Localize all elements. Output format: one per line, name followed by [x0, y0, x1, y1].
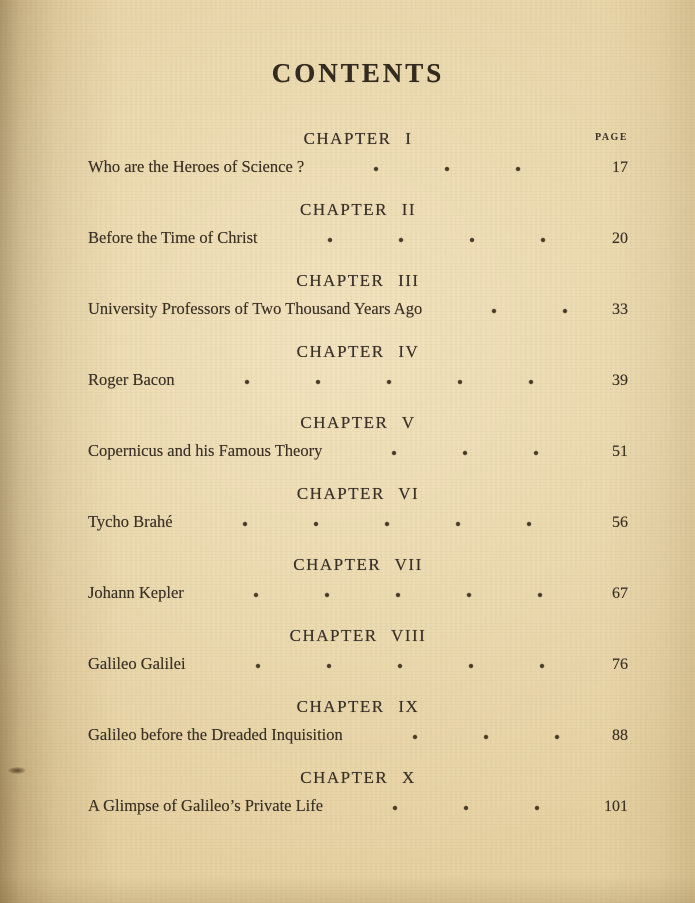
- page-number: 39: [612, 372, 628, 389]
- chapter-heading: CHAPTER IX: [296, 697, 420, 716]
- chapter-heading: CHAPTER III: [296, 271, 420, 290]
- page-number: 76: [612, 656, 628, 673]
- chapter-heading: CHAPTER I: [303, 129, 413, 148]
- chapter-group: [88, 555, 628, 604]
- heading-row: [88, 342, 628, 362]
- dot-leader: [352, 441, 580, 461]
- chapter-group: [88, 200, 628, 249]
- heading-row: [88, 271, 628, 291]
- toc-entry: [88, 228, 628, 249]
- scan-smudge: [8, 767, 26, 774]
- toc-entry: [88, 299, 628, 320]
- chapter-title: Copernicus and his Famous Theory: [88, 441, 323, 460]
- toc-entry: [88, 796, 628, 817]
- toc-entry: [88, 654, 628, 675]
- toc-entry: [88, 157, 628, 178]
- chapter-heading: CHAPTER VI: [296, 484, 420, 503]
- chapter-group: [88, 129, 628, 178]
- toc-entry: [88, 370, 628, 391]
- chapter-title: University Professors of Two Thousand Years Ago: [88, 299, 423, 318]
- chapter-title: Galileo before the Dreaded Inquisition: [88, 725, 343, 744]
- page-number: 51: [612, 443, 628, 460]
- heading-row: [88, 555, 628, 575]
- chapter-group: [88, 484, 628, 533]
- page-title: CONTENTS: [271, 58, 445, 88]
- heading-row: [88, 413, 628, 433]
- heading-row: [88, 200, 628, 220]
- chapter-heading: CHAPTER V: [300, 413, 416, 432]
- dot-leader: [205, 370, 580, 390]
- dot-leader: [214, 583, 580, 603]
- chapter-group: [88, 342, 628, 391]
- heading-row: [88, 626, 628, 646]
- chapter-title: A Glimpse of Galileo’s Private Life: [88, 796, 324, 815]
- heading-row: [88, 697, 628, 717]
- heading-row: [88, 129, 628, 149]
- dot-leader: [203, 512, 580, 532]
- chapter-group: [88, 413, 628, 462]
- chapter-group: [88, 626, 628, 675]
- chapter-heading: CHAPTER VIII: [289, 626, 427, 645]
- dot-leader: [353, 796, 580, 816]
- chapter-title: Roger Bacon: [88, 370, 175, 389]
- page-number: 17: [612, 159, 628, 176]
- dot-leader: [288, 228, 580, 248]
- dot-leader: [334, 157, 580, 177]
- page-number: 20: [612, 230, 628, 247]
- chapter-heading: CHAPTER VII: [293, 555, 423, 574]
- table-of-contents: [88, 129, 628, 817]
- chapter-heading: CHAPTER IV: [296, 342, 420, 361]
- chapter-title: Who are the Heroes of Science ?: [88, 157, 305, 176]
- page-column-label: PAGE: [594, 132, 628, 143]
- dot-leader: [373, 725, 580, 745]
- chapter-group: [88, 271, 628, 320]
- page-number: 56: [612, 514, 628, 531]
- chapter-heading: CHAPTER X: [300, 768, 416, 787]
- chapter-heading: CHAPTER II: [299, 200, 417, 219]
- chapter-title: Galileo Galilei: [88, 654, 186, 673]
- page-number: 88: [612, 727, 628, 744]
- toc-entry: [88, 583, 628, 604]
- dot-leader: [452, 299, 580, 319]
- toc-entry: [88, 512, 628, 533]
- heading-row: [88, 484, 628, 504]
- chapter-title: Tycho Brahé: [88, 512, 173, 531]
- dot-leader: [216, 654, 580, 674]
- toc-entry: [88, 441, 628, 462]
- heading-row: [88, 768, 628, 788]
- chapter-title: Before the Time of Christ: [88, 228, 258, 247]
- chapter-group: [88, 768, 628, 817]
- page-number: 101: [604, 798, 628, 815]
- chapter-group: [88, 697, 628, 746]
- chapter-title: Johann Kepler: [88, 583, 184, 602]
- toc-entry: [88, 725, 628, 746]
- page-number: 67: [612, 585, 628, 602]
- page-number: 33: [612, 301, 628, 318]
